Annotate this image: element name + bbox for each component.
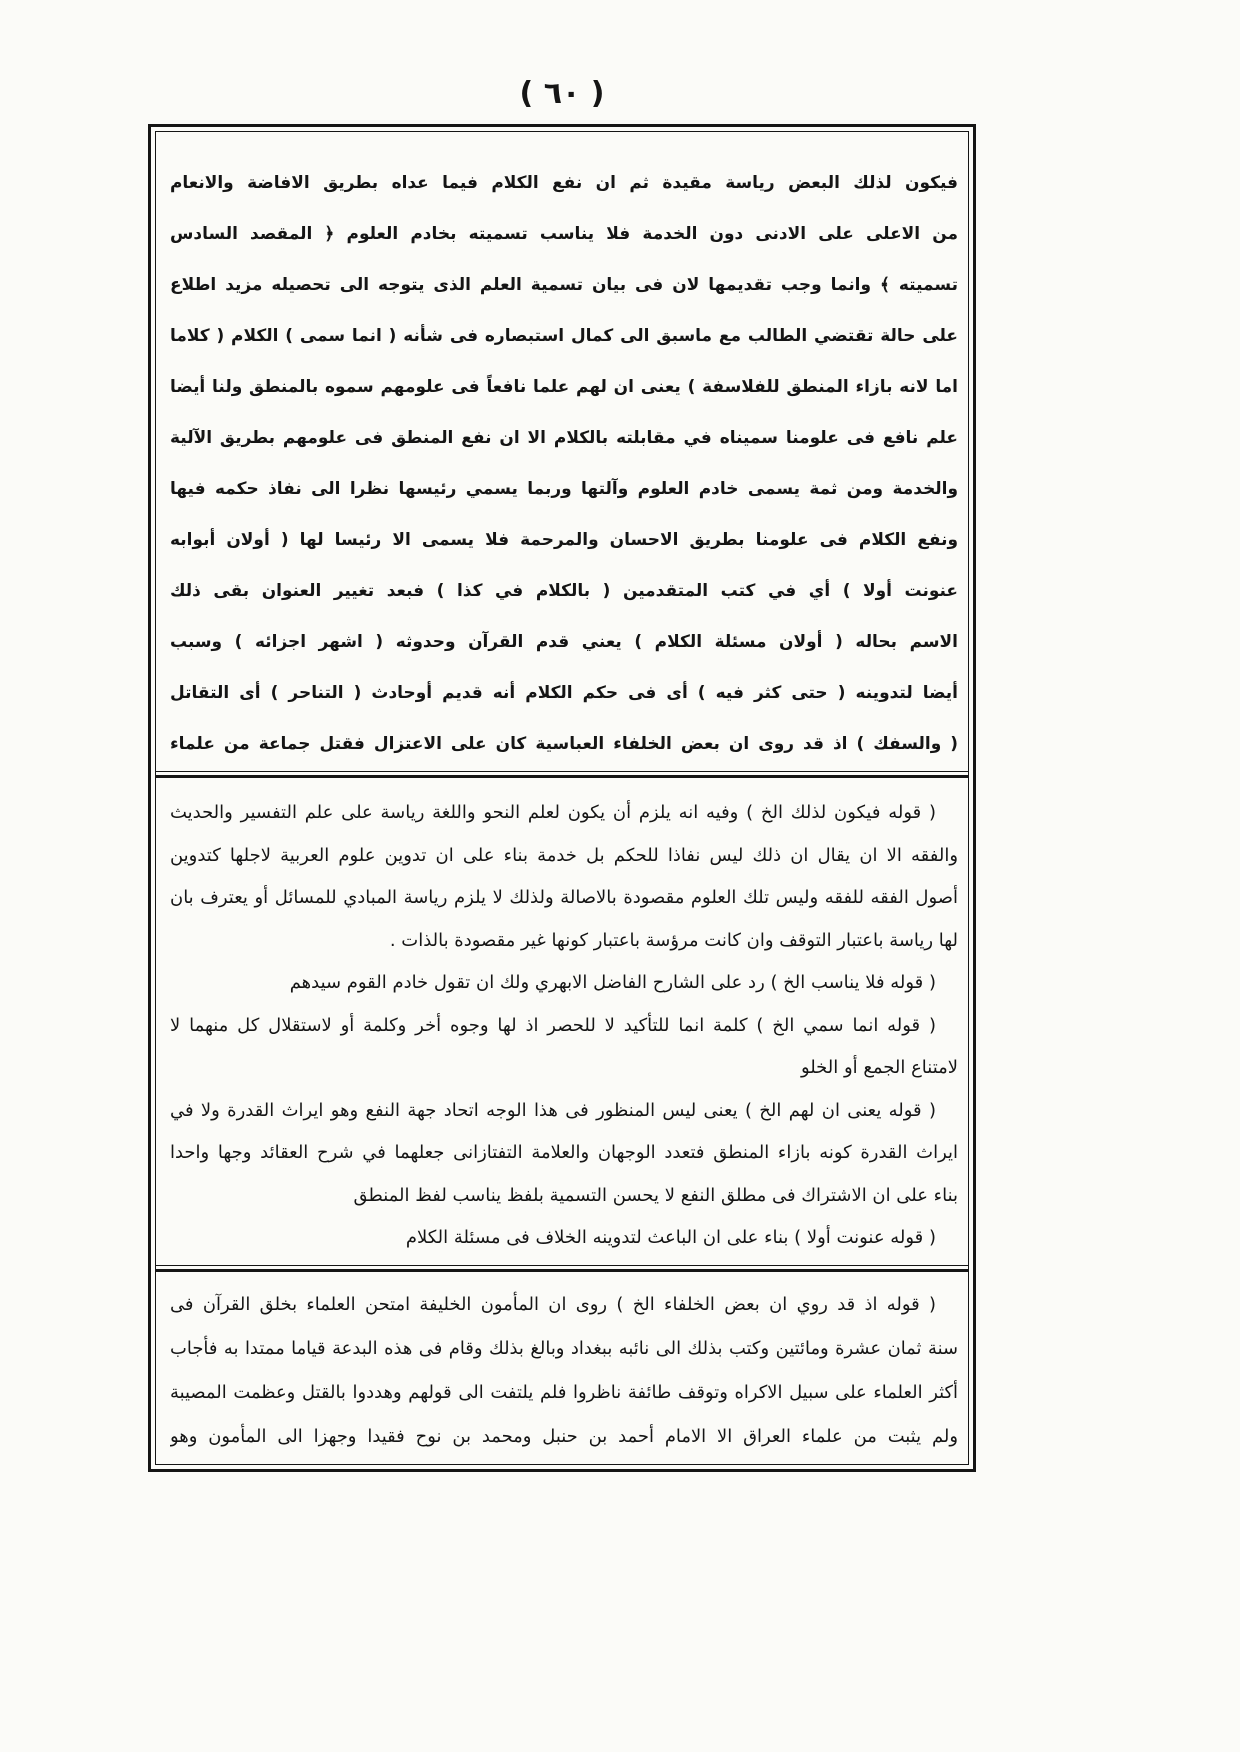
commentary-line: ( قوله فلا يناسب الخ ) رد على الشارح الفاضل الابهري ولك ان تقول خادم القوم سيدهم: [289, 972, 936, 993]
commentary-line: ايراث القدرة كونه بازاء المنطق فتعدد الوجهان والعلامة التفتازانى جعلهما في شرح العقائد وجها واحدا: [170, 1142, 958, 1163]
commentary-line: ( قوله فيكون لذلك الخ ) وفيه انه يلزم أن يكون لعلم النحو واللغة رياسة على علم التفسير والحديث: [170, 802, 936, 823]
commentary-line: ( قوله عنونت أولا ) بناء على ان الباعث لتدوينه الخلاف فى مسئلة الكلام: [405, 1227, 936, 1248]
footnote-line: سنة ثمان عشرة ومائتين وكتب بذلك الى نائبه ببغداد وبالغ بذلك وقام فى هذه البدعة قياما ممتدا به فأجاب: [170, 1338, 958, 1359]
footnote: [170, 1283, 958, 1459]
section-divider: [156, 771, 968, 778]
commentary-line: ( قوله انما سمي الخ ) كلمة انما للتأكيد لا للحصر اذ لها وجوه أخر وكلمة أو لاستقلال كل منهما لا: [170, 1014, 936, 1036]
commentary-line: لامتناع الجمع أو الخلو: [800, 1057, 958, 1078]
main-line: تسميته ﴾ وانما وجب تقديمها لان فى بيان تسمية العلم الذى يتوجه الى تحصيله مزيد اطلاع: [170, 274, 958, 294]
commentary-line: أصول الفقه للفقه وليس تلك العلوم مقصودة بالاصالة ولذلك لا يلزم رياسة المبادي للمسائل أو يعترف بان: [170, 887, 958, 908]
main-line: ونفع الكلام فى علومنا بطريق الاحسان والمرحمة فلا يسمى الا رئيسا لها ( أولان أبوابه: [170, 529, 958, 549]
commentary-line: ( قوله يعنى ان لهم الخ ) يعنى ليس المنظور فى هذا الوجه اتحاد جهة النفع وهو ايراث القدرة ولا في: [170, 1099, 936, 1121]
main-line: الاسم بحاله ( أولان مسئلة الكلام ) يعني قدم القرآن وحدوثه ( اشهر اجزائه ) وسبب: [170, 631, 958, 651]
commentary-line: بناء على ان الاشتراك فى مطلق النفع لا يحسن التسمية بلفظ يناسب لفظ المنطق: [353, 1184, 958, 1206]
main-line: من الاعلى على الادنى دون الخدمة فلا يناسب تسميته بخادم العلوم ﴿ المقصد السادس: [170, 223, 958, 243]
footnote-line: أكثر العلماء على سبيل الاكراه وتوقف طائفة ناظروا فلم يلتفت الى قولهم وهددوا بالقتل وعظمت المصيبة: [170, 1382, 958, 1403]
commentary: [170, 792, 958, 1260]
main-line: فيكون لذلك البعض رياسة مقيدة ثم ان نفع الكلام فيما عداه بطريق الافاضة والانعام: [170, 172, 958, 192]
page-number: ( ٦٠ ): [519, 76, 605, 111]
main-line: والخدمة ومن ثمة يسمى خادم العلوم وآلتها وربما يسمي رئيسها نظرا الى نفاذ حكمه فيها: [170, 478, 958, 498]
main-line: اما لانه بازاء المنطق للفلاسفة ) يعنى ان لهم علما نافعاً فى علومهم سموه بالمنطق ولنا أيضا: [170, 376, 958, 396]
commentary-line: لها رياسة باعتبار التوقف وان كانت مرؤسة باعتبار كونها غير مقصودة بالذات .: [389, 929, 958, 951]
commentary-line: والفقه الا ان يقال ان ذلك ليس نفاذا للحكم بل خدمة بناء على ان تدوين علوم العربية لاجلها كتدوين: [170, 844, 958, 866]
main-line: ( والسفك ) اذ قد روى ان بعض الخلفاء العباسية كان على الاعتزال فقتل جماعة من علماء: [170, 733, 958, 753]
main-line: على حالة تقتضي الطالب مع ماسبق الى كمال استبصاره فى شأنه ( انما سمى ) الكلام ( كلاما: [170, 325, 958, 345]
footnote-line: ( قوله اذ قد روي ان بعض الخلفاء الخ ) روى ان المأمون الخليفة امتحن العلماء بخلق القرآن فى: [170, 1294, 936, 1315]
main-line: أيضا لتدوينه ( حتى كثر فيه ) أى فى حكم الكلام أنه قديم أوحادث ( التناحر ) أى التقاتل: [170, 682, 958, 702]
section-divider: [156, 1265, 968, 1272]
main-text: [170, 157, 958, 769]
footnote-line: ولم يثبت من علماء العراق الا الامام أحمد بن حنبل ومحمد بن نوح فقيدا وجهزا الى المأمون وهو: [170, 1426, 958, 1447]
main-line: علم نافع فى علومنا سميناه في مقابلته بالكلام الا ان نفع المنطق فى علومهم بطريق الآلية: [170, 427, 958, 447]
main-line: عنونت أولا ) أي في كتب المتقدمين ( بالكلام في كذا ) فبعد تغيير العنوان بقى ذلك: [170, 580, 958, 600]
